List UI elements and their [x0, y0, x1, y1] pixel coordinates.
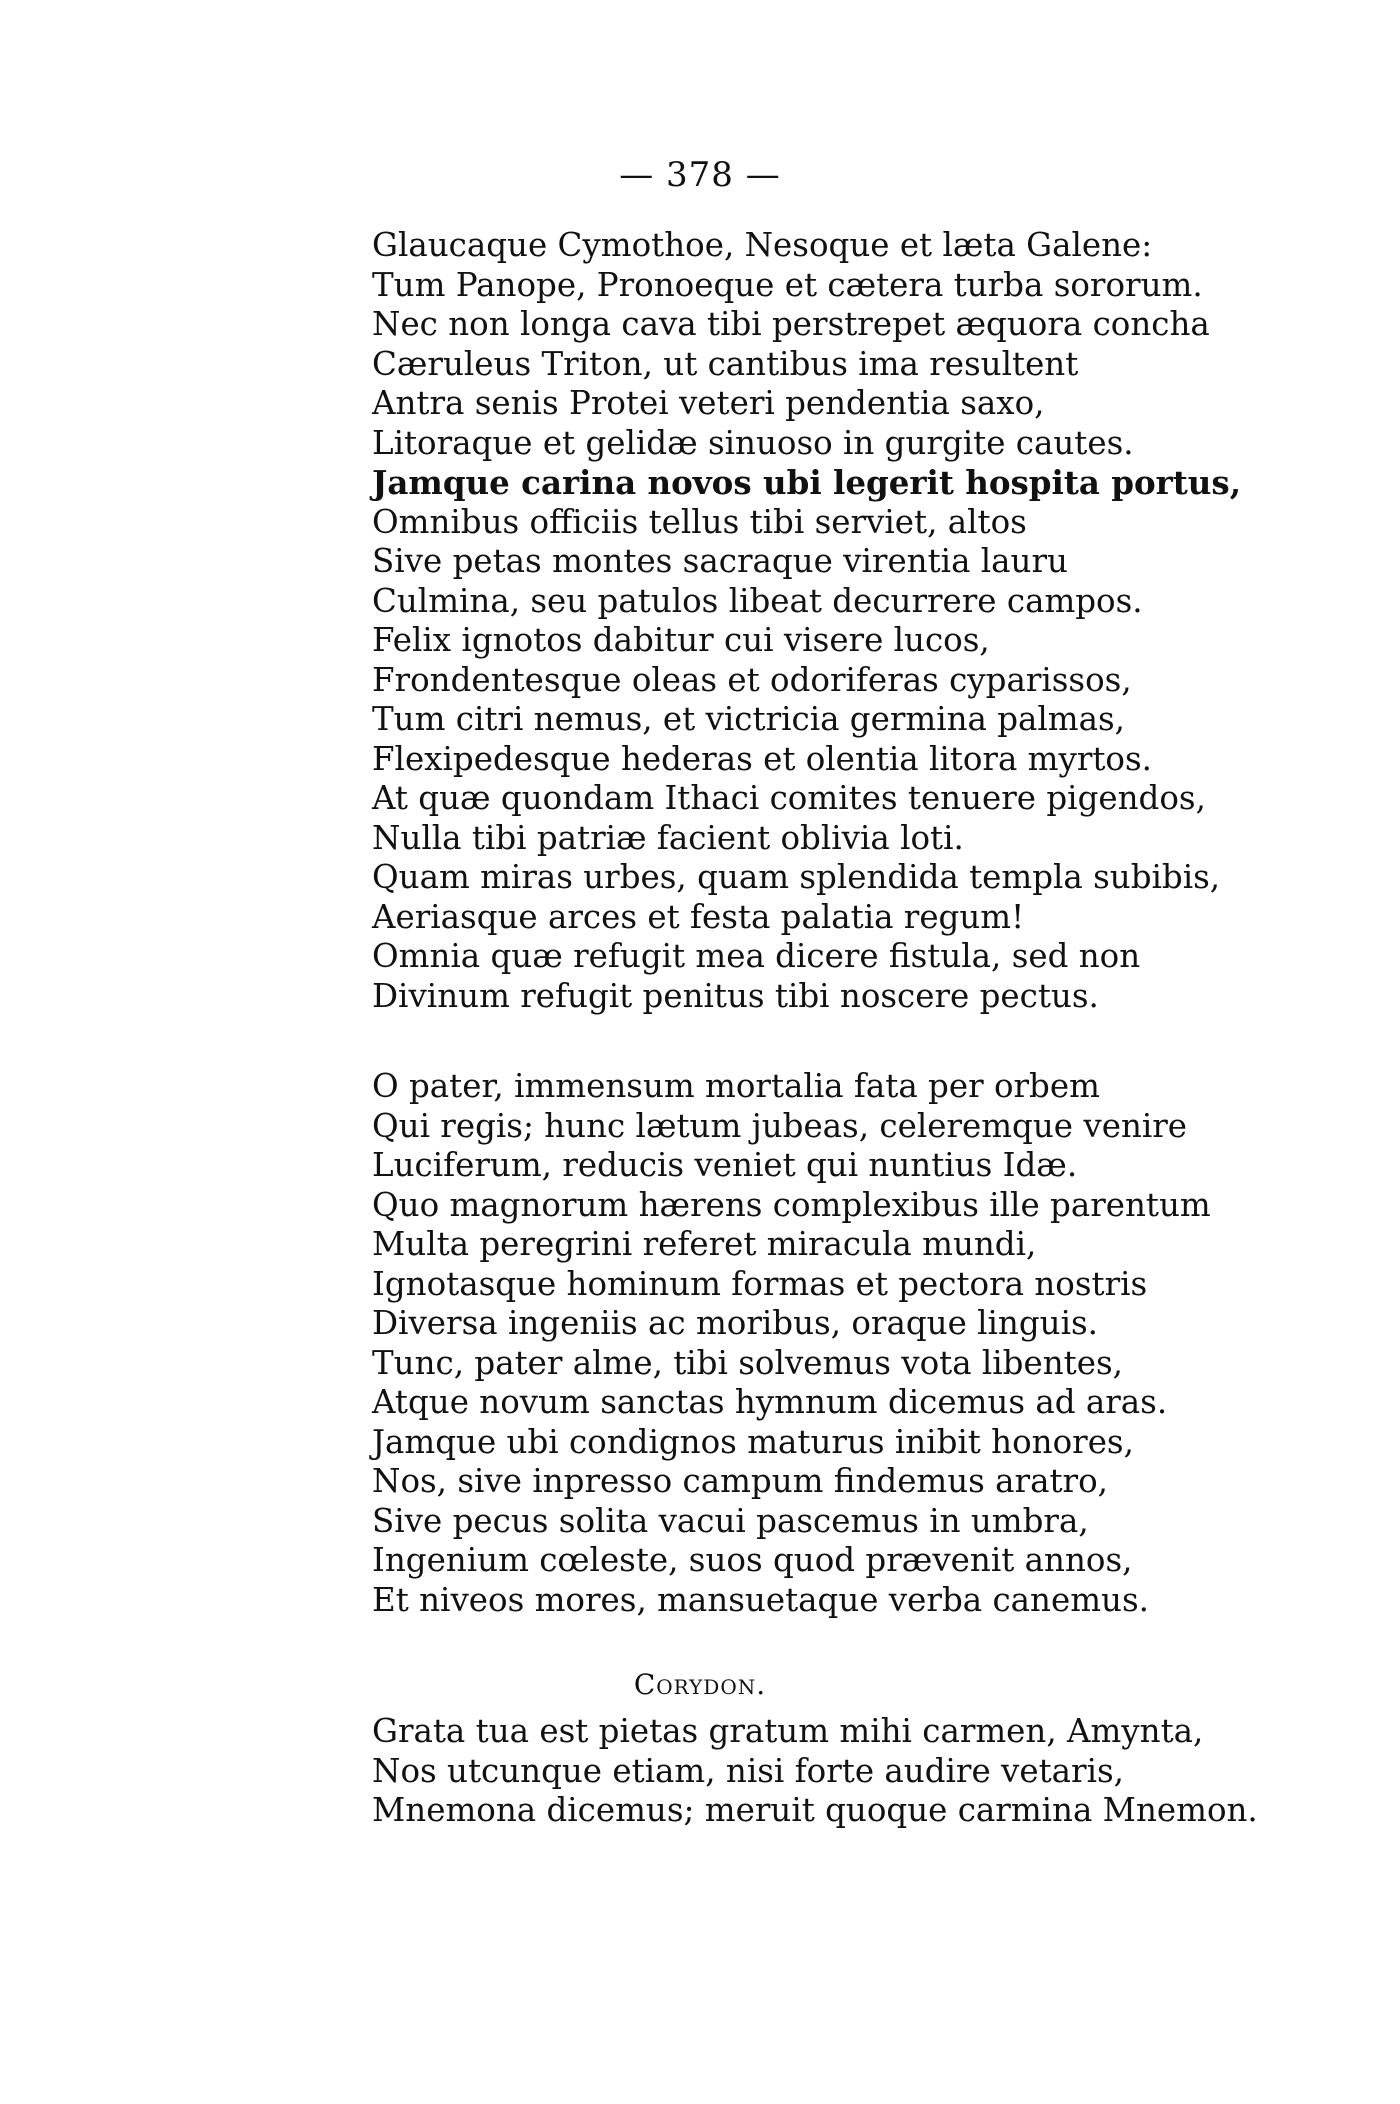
verse-line: Luciferum, reducis veniet qui nuntius Idæ. [372, 1146, 1078, 1184]
verse-line: O pater, immensum mortalia fata per orbem [372, 1067, 1100, 1105]
verse-line: Omnia quæ refugit mea dicere fistula, sed non [372, 937, 1141, 975]
verse-line: Divinum refugit penitus tibi noscere pectus. [372, 976, 1099, 1015]
verse-line: Atque novum sanctas hymnum dicemus ad aras. [372, 1383, 1168, 1421]
speaker-heading: Corydon. [633, 1668, 767, 1701]
verse-line: Diversa ingeniis ac moribus, oraque linguis. [372, 1304, 1098, 1342]
verse-line: Quam miras urbes, quam splendida templa subibis, [372, 858, 1221, 896]
verse-line: Nec non longa cava tibi perstrepet æquora concha [372, 305, 1210, 343]
verse-line: Tunc, pater alme, tibi solvemus vota libentes, [372, 1343, 1123, 1382]
page-number: — 378 — [619, 155, 781, 195]
verse-line: Multa peregrini referet miracula mundi, [372, 1225, 1037, 1263]
verse-line: Sive petas montes sacraque virentia lauru [372, 542, 1068, 580]
verse-line: Et niveos mores, mansuetaque verba canemus. [372, 1580, 1149, 1619]
verse-line: At quæ quondam Ithaci comites tenuere pigendos, [372, 779, 1206, 817]
verse-line: Ignotasque hominum formas et pectora nostris [372, 1264, 1148, 1303]
verse-line: Nos, sive inpresso campum findemus aratro, [372, 1462, 1108, 1500]
verse-line: Nulla tibi patriæ facient oblivia loti. [372, 818, 964, 857]
verse-line: Jamque carina novos ubi legerit hospita portus, [372, 463, 1242, 502]
verse-stanza-2 [372, 1067, 1332, 1620]
verse-line: Tum citri nemus, et victricia germina palmas, [372, 700, 1126, 738]
verse-line: Omnibus officiis tellus tibi serviet, altos [372, 502, 1027, 541]
verse-line: Mnemona dicemus; meruit quoque carmina Mnemon. [372, 1791, 1258, 1829]
verse-line: Glaucaque Cymothoe, Nesoque et læta Galene: [372, 226, 1153, 264]
verse-line: Qui regis; hunc lætum jubeas, celeremque venire [372, 1106, 1188, 1145]
verse-line: Flexipedesque hederas et olentia litora myrtos. [372, 739, 1152, 778]
verse-line: Nos utcunque etiam, nisi forte audire vetaris, [372, 1751, 1124, 1790]
verse-line: Tum Panope, Pronoeque et cætera turba sororum. [372, 265, 1203, 304]
verse-line: Aeriasque arces et festa palatia regum! [372, 897, 1025, 936]
verse-line: Antra senis Protei veteri pendentia saxo, [372, 384, 1045, 422]
verse-line: Grata tua est pietas gratum mihi carmen, Amynta, [372, 1712, 1204, 1750]
verse-line: Felix ignotos dabitur cui visere lucos, [372, 621, 990, 659]
verse-line: Ingenium cœleste, suos quod prævenit annos, [372, 1541, 1133, 1579]
verse-stanza-1 [372, 226, 1332, 1016]
verse-line: Litoraque et gelidæ sinuoso in gurgite cautes. [372, 423, 1134, 462]
verse-line: Sive pecus solita vacui pascemus in umbra, [372, 1501, 1089, 1540]
verse-stanza-3 [372, 1712, 1332, 1831]
verse-line: Cæruleus Triton, ut cantibus ima resultent [372, 344, 1079, 383]
verse-line: Culmina, seu patulos libeat decurrere campos. [372, 581, 1143, 620]
verse-line: Frondentesque oleas et odoriferas cyparissos, [372, 660, 1132, 699]
verse-line: Quo magnorum hærens complexibus ille parentum [372, 1185, 1211, 1224]
verse-line: Jamque ubi condignos maturus inibit honores, [372, 1422, 1134, 1461]
